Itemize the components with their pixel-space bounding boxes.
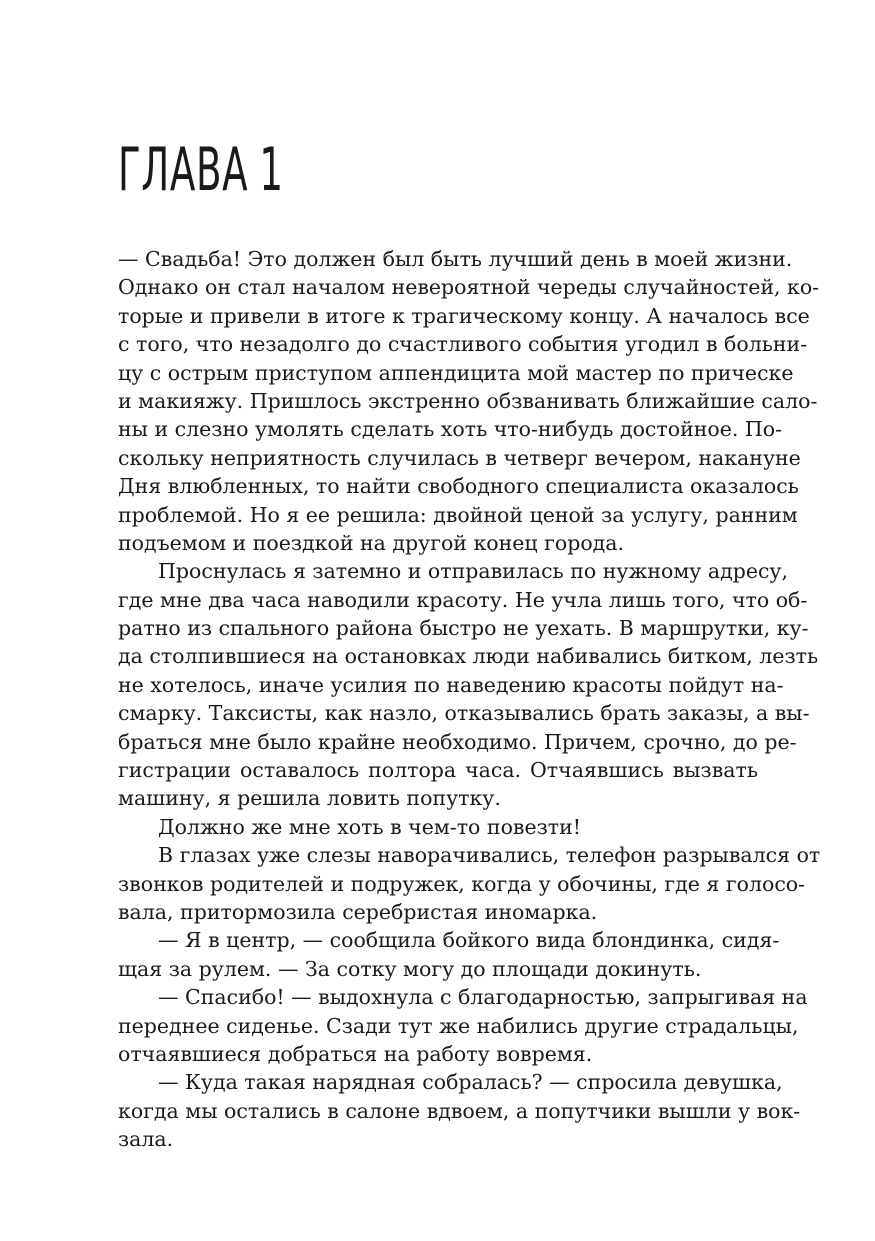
- chapter-body-text: [118, 245, 821, 1154]
- text-line: отчаявшиеся добраться на работу вовремя.: [118, 1041, 593, 1066]
- text-line: машину, я решила ловить попутку.: [118, 786, 501, 811]
- text-line: ны и слезно умолять сделать хоть что-нибудь достойное. По-: [118, 417, 783, 442]
- text-line: вала, притормозила серебристая иномарка.: [118, 899, 598, 924]
- text-line: где мне два часа наводили красоту. Не учла лишь того, что об-: [118, 587, 808, 612]
- text-line: переднее сиденье. Сзади тут же набились другие страдальцы,: [118, 1013, 799, 1038]
- text-line: зала.: [118, 1127, 174, 1152]
- text-line: Должно же мне хоть в чем-то повезти!: [158, 814, 582, 839]
- chapter-word: ГЛАВА: [118, 135, 249, 205]
- text-line: Проснулась я затемно и отправилась по нужному адресу,: [158, 559, 789, 584]
- text-line: ратно из спального района быстро не уехать. В маршрутки, ку-: [118, 616, 809, 641]
- text-line: смарку. Таксисты, как назло, отказывались брать заказы, а вы-: [118, 701, 810, 726]
- text-line: — Свадьба! Это должен был быть лучший день в моей жизни.: [118, 247, 793, 271]
- text-line: браться мне было крайне необходимо. Причем, срочно, до ре-: [118, 729, 797, 754]
- text-line: щая за рулем. — За сотку могу до площади докинуть.: [118, 956, 702, 981]
- text-line: В глазах уже слезы наворачивались, телефон разрывался от: [158, 843, 821, 868]
- text-line: — Я в центр, — сообщила бойкого вида блондинка, сидя-: [158, 928, 780, 953]
- text-line: звонков родителей и подружек, когда у обочины, где я голосо-: [118, 871, 806, 896]
- text-line: — Спасибо! — выдохнула с благодарностью, запрыгивая на: [158, 985, 808, 1010]
- text-line: и макияжу. Пришлось экстренно обзванивать ближайшие сало-: [118, 388, 818, 413]
- text-line: подъемом и поездкой на другой конец города.: [118, 530, 625, 555]
- text-line: скольку неприятность случилась в четверг вечером, накануне: [118, 445, 801, 470]
- text-line: — Куда такая нарядная собралась? — спросила девушка,: [158, 1070, 783, 1095]
- text-line: не хотелось, иначе усилия по наведению красоты пойдут на-: [118, 672, 784, 697]
- text-line: Дня влюбленных, то найти свободного специалиста оказалось: [118, 474, 799, 499]
- text-line: торые и привели в итоге к трагическому концу. А началось все: [118, 303, 810, 328]
- text-line: проблемой. Но я ее решила: двойной ценой за услугу, ранним: [118, 502, 798, 527]
- text-line: да столпившиеся на остановках люди набивались битком, лезть: [118, 644, 819, 669]
- text-line: цу с острым приступом аппендицита мой мастер по прическе: [118, 360, 794, 385]
- text-line: гистрации оставалось полтора часа. Отчаявшись вызвать: [118, 758, 758, 783]
- chapter-heading: [118, 135, 284, 205]
- text-line: Однако он стал началом невероятной череды случайностей, ко-: [118, 275, 820, 300]
- text-line: когда мы остались в салоне вдвоем, а попутчики вышли у вок-: [118, 1098, 801, 1123]
- text-line: с того, что незадолго до счастливого события угодил в больни-: [118, 332, 808, 357]
- chapter-number: 1: [259, 135, 284, 205]
